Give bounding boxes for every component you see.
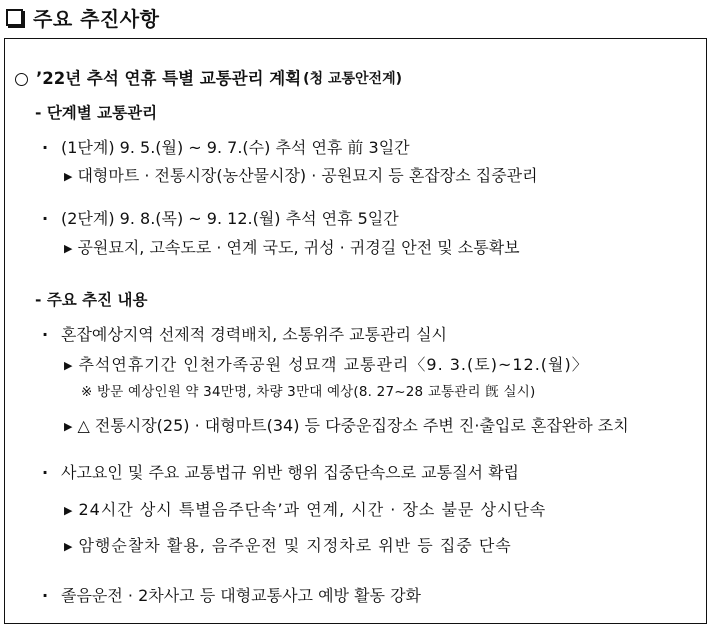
content-panel	[4, 38, 707, 624]
bullet-dot: ·	[41, 325, 49, 344]
content-item-3	[37, 586, 421, 606]
content-item-1-sub-2-text: △ 전통시장(25) · 대형마트(34) 등 다중운집장소 주변 진·출입로 혼잡완하 조치	[77, 416, 629, 435]
content-item-2-sub-2	[64, 536, 512, 557]
checkbox-square-icon	[6, 9, 23, 26]
stage-1	[37, 138, 410, 158]
stage-2-detail-text: 공원묘지, 고속도로 · 연계 국도, 귀성 · 귀경길 안전 및 소통확보	[77, 238, 520, 257]
page-title: 주요 추진사항	[33, 6, 160, 31]
stage-2-detail	[64, 238, 520, 259]
triangle-right-icon: ▶	[64, 504, 74, 517]
triangle-right-icon: ▶	[64, 170, 73, 183]
triangle-right-icon: ▶	[64, 242, 73, 255]
bullet-dot: ·	[41, 209, 49, 228]
plan-title	[15, 69, 402, 89]
stage-2-text: (2단계) 9. 8.(목) ~ 9. 12.(월) 추석 연휴 5일간	[61, 209, 399, 228]
triangle-right-icon: ▶	[64, 420, 73, 433]
stages-heading: - 단계별 교통관리	[35, 104, 158, 122]
circle-icon	[15, 73, 28, 86]
plan-source: (청 교통안전계)	[303, 71, 402, 87]
plan-title-text: ’22년 추석 연휴 특별 교통관리 계획	[36, 69, 302, 88]
content-item-1-sub-2	[64, 416, 629, 437]
section-header	[6, 2, 159, 32]
content-item-1-sub-1	[64, 355, 589, 376]
stage-2	[37, 209, 399, 229]
bullet-dot: ·	[41, 463, 49, 482]
stage-1-detail-text: 대형마트 · 전통시장(농산물시장) · 공원묘지 등 혼잡장소 집중관리	[77, 166, 538, 185]
content-item-2-text: 사고요인 및 주요 교통법규 위반 행위 집중단속으로 교통질서 확립	[61, 463, 520, 482]
triangle-right-icon: ▶	[64, 540, 74, 553]
stage-1-detail	[64, 166, 538, 187]
content-item-1-note: ※ 방문 예상인원 약 34만명, 차량 3만대 예상(8. 27~28 교통관리 旣 실시)	[81, 384, 536, 400]
triangle-right-icon: ▶	[64, 359, 74, 372]
contents-heading: - 주요 추진 내용	[35, 291, 148, 309]
content-item-2	[37, 463, 519, 483]
content-item-2-sub-1	[64, 500, 546, 521]
content-item-1-sub-1-text: 추석연휴기간 인천가족공원 성묘객 교통관리〈9. 3.(토)~12.(월)〉	[78, 355, 589, 374]
stage-1-text: (1단계) 9. 5.(월) ~ 9. 7.(수) 추석 연휴 前 3일간	[61, 138, 410, 157]
content-item-3-text: 졸음운전 · 2차사고 등 대형교통사고 예방 활동 강화	[61, 586, 421, 605]
bullet-dot: ·	[41, 586, 49, 605]
bullet-dot: ·	[41, 138, 49, 157]
content-item-2-sub-1-text: 24시간 상시 특별음주단속’과 연계, 시간 · 장소 불문 상시단속	[78, 500, 547, 519]
content-item-2-sub-2-text: 암행순찰차 활용, 음주운전 및 지정차로 위반 등 집중 단속	[78, 536, 512, 555]
content-item-1-text: 혼잡예상지역 선제적 경력배치, 소통위주 교통관리 실시	[61, 325, 448, 344]
content-item-1	[37, 325, 447, 345]
